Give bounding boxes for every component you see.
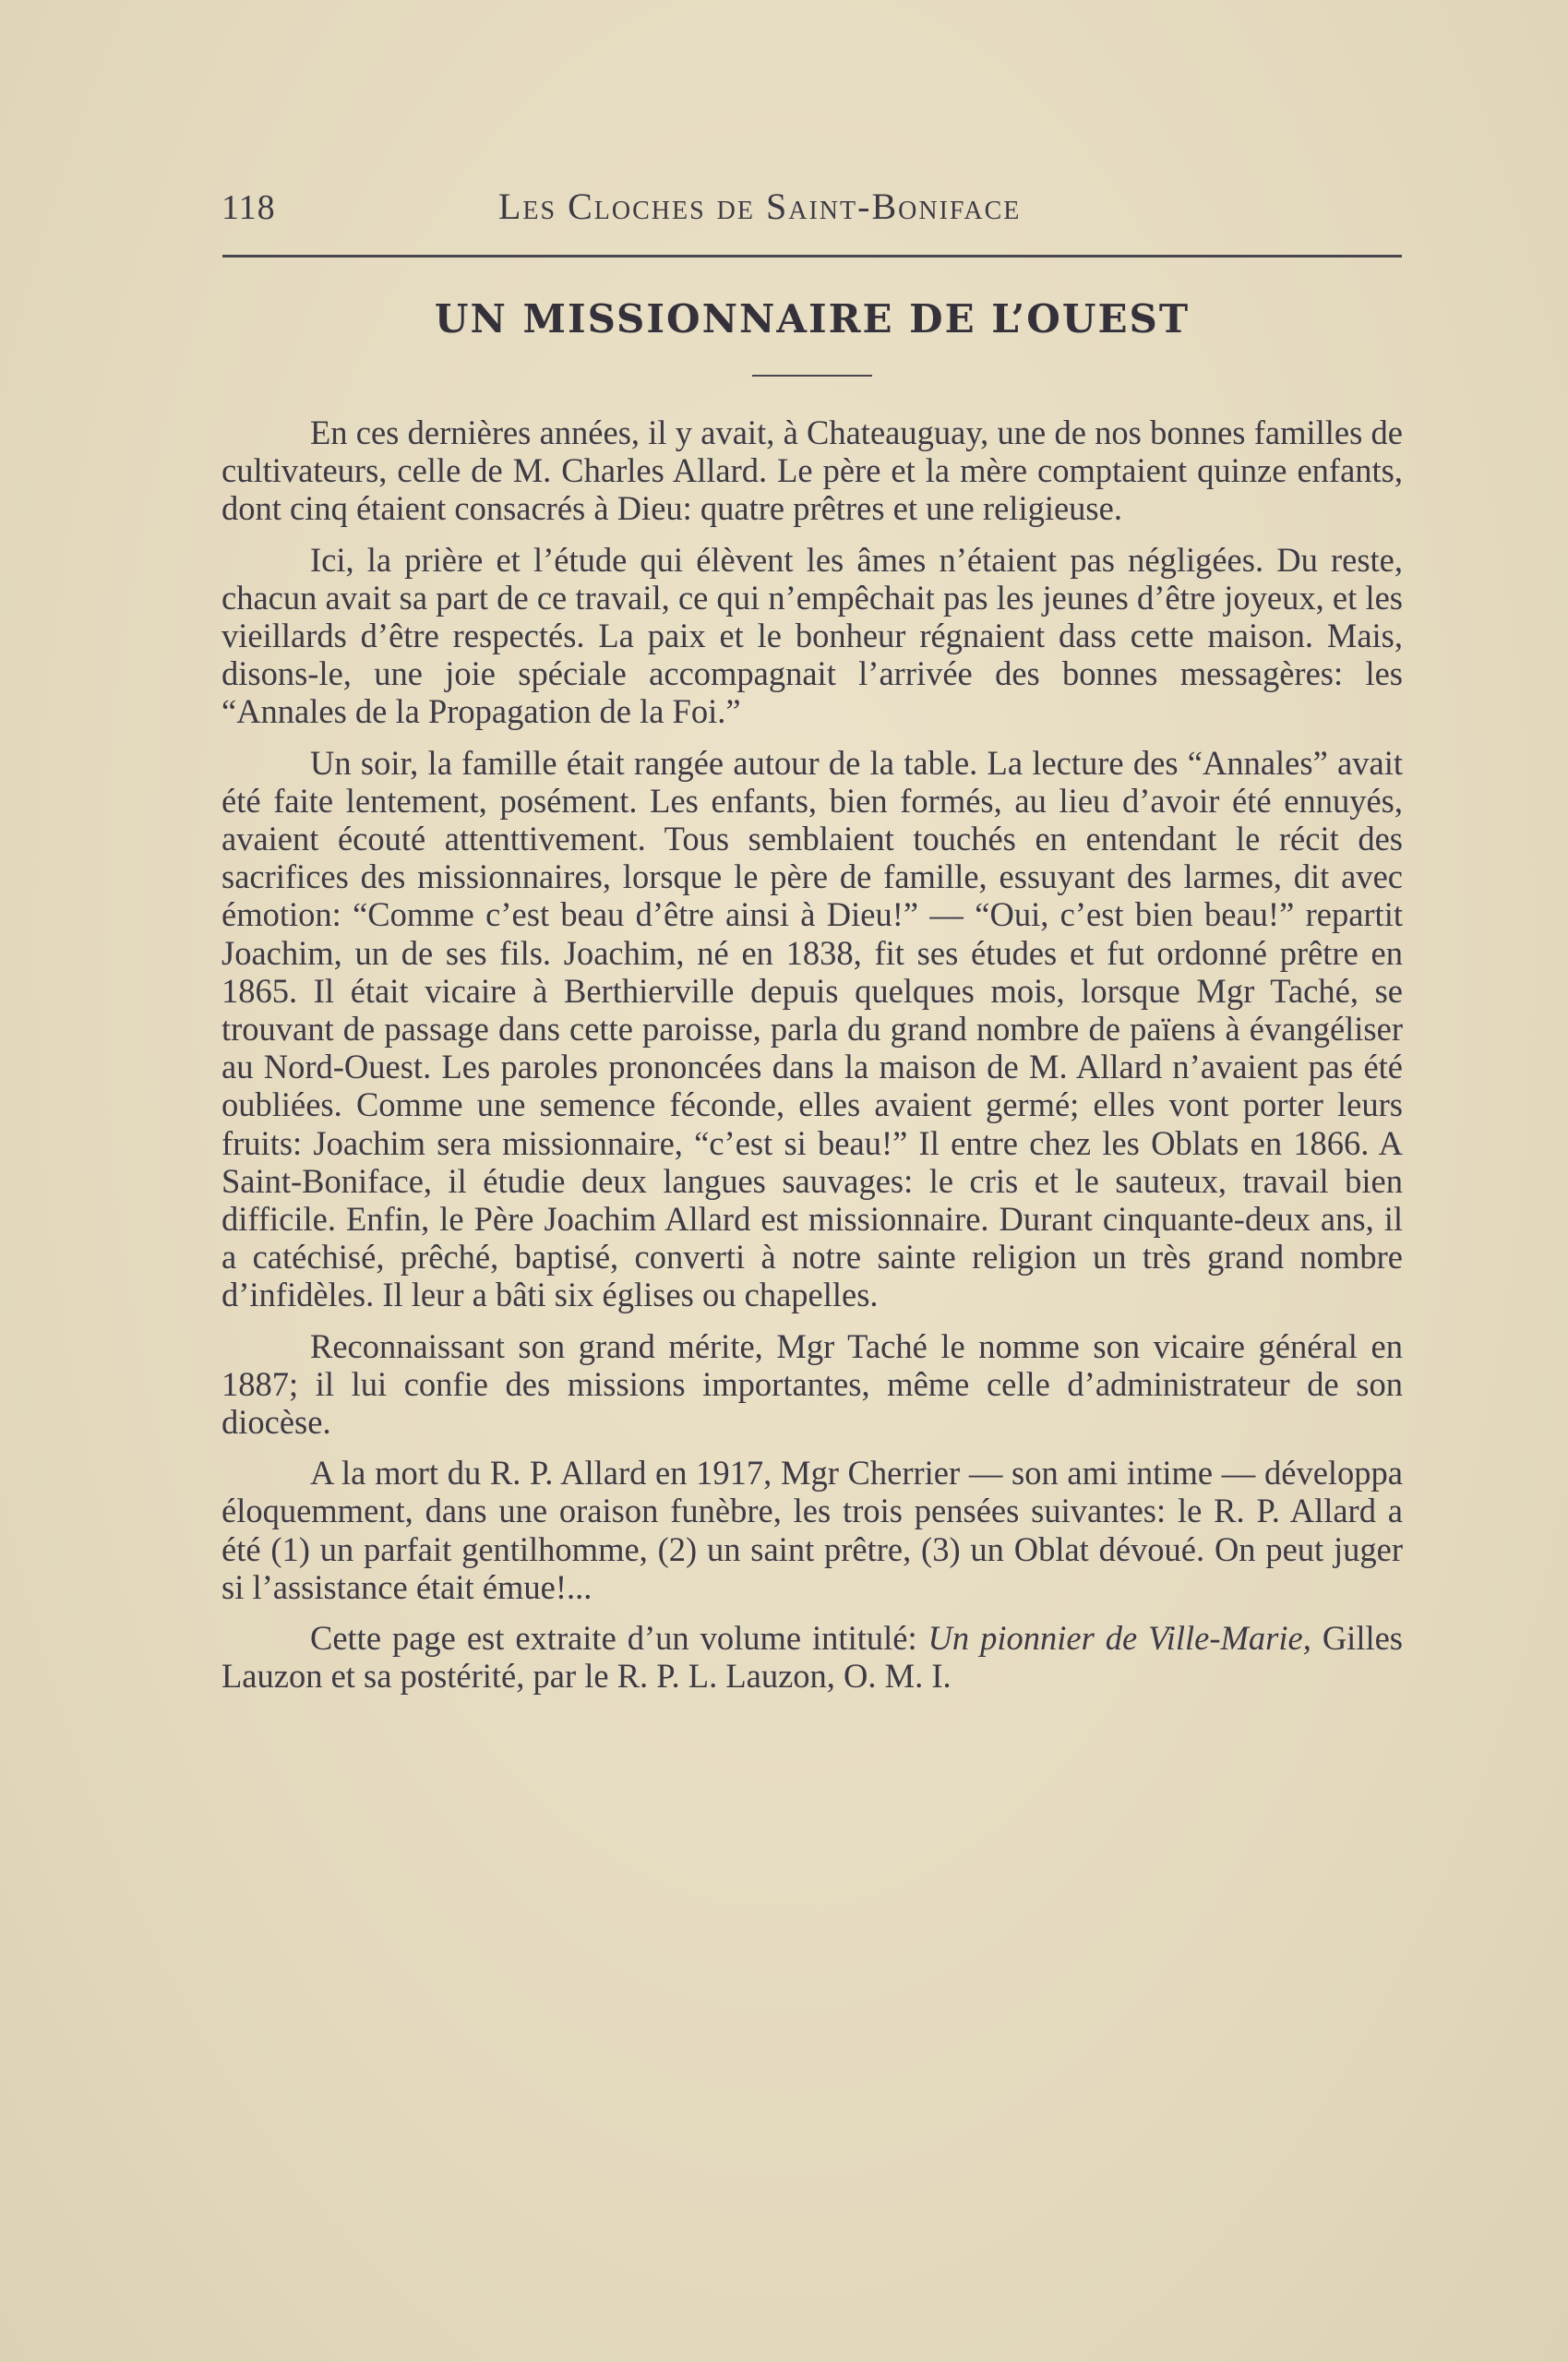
running-title: Les Cloches de Saint-Boniface: [498, 186, 1022, 227]
article-body: [221, 414, 1403, 1696]
running-head: [221, 185, 1403, 236]
article-title: UN MISSIONNAIRE DE L’OUEST: [434, 296, 1191, 342]
paragraph-3: Un soir, la famille était rangée autour de la table. La lecture des “Annales” avait été faite lentement, posément. Les enfants, bien formés, au lieu d’avoir été ennuyés, avaient écouté attenttivement. Tous semblaient touchés en entendant le récit des sacrifices des missionnaires, lorsque le père de famille, essuyant des larmes, dit avec émotion: “Comme c’est beau d’être ainsi à Dieu!” — “Oui, c’est bien beau!” repartit Joachim, un de ses fils. Joachim, né en 1838, fit ses études et fut ordonné prêtre en 1865. Il était vicaire à Berthierville depuis quelques mois, lorsque Mgr Taché, se trouvant de passage dans cette paroisse, parla du grand nombre de païens à évangéliser au Nord-Ouest. Les paroles prononcées dans la maison de M. Allard n’avaient pas été oubliées. Comme une semence féconde, elles avaient germé; elles vont porter leurs fruits: Joachim sera missionnaire, “c’est si beau!” Il entre chez les Oblats en 1866. A Saint-Boniface, il étudie deux langues sauvages: le cris et le sauteux, travail bien difficile. Enfin, le Père Joachim Allard est missionnaire. Durant cinquante-deux ans, il a catéchisé, prêché, baptisé, converti à notre sainte religion un très grand nombre d’infidèles. Il leur a bâti six églises ou chapelles.: [221, 743, 1403, 1314]
title-rule: [752, 375, 872, 377]
paragraph-4: Reconnaissant son grand mérite, Mgr Taché le nomme son vicaire général en 1887; il lui confie des missions importantes, même celle d’administrateur de son diocèse.: [221, 1326, 1403, 1442]
paragraph-6: [221, 1619, 1403, 1695]
page: [221, 185, 1403, 1709]
paragraph-5: A la mort du R. P. Allard en 1917, Mgr Cherrier — son ami intime — développa éloquemment, dans une oraison funèbre, les trois pensées suivantes: le R. P. Allard a été (1) un parfait gentilhomme, (2) un saint prêtre, (3) un Oblat dévoué. On peut juger si l’assistance était émue!...: [221, 1454, 1403, 1606]
paragraph-2: Ici, la prière et l’étude qui élèvent les âmes n’étaient pas négligées. Du reste, chacun avait sa part de ce travail, ce qui n’empêchait pas les jeunes d’être joyeux, et les vieillards d’être respectés. La paix et le bonheur régnaient dass cette maison. Mais, disons-le, une joie spéciale accompagnait l’arrivée des bonnes messagères: les “Annales de la Propagation de la Foi.”: [221, 540, 1403, 731]
header-rule: [222, 255, 1402, 258]
paragraph-6-before: Cette page est extraite d’un volume intitulé:: [310, 1619, 928, 1658]
book-title: Un pionnier de Ville-Marie,: [928, 1619, 1311, 1658]
paragraph-6-after: Gilles Lauzon et sa postérité, par le R. P. L. Lauzon, O. M. I.: [221, 1619, 1404, 1696]
paragraph-1: En ces dernières années, il y avait, à Chateauguay, une de nos bonnes familles de cultivateurs, celle de M. Charles Allard. Le père et la mère comptaient quinze enfants, dont cinq étaient consacrés à Dieu: quatre prêtres et une religieuse.: [221, 414, 1403, 528]
page-number: 118: [221, 188, 276, 227]
